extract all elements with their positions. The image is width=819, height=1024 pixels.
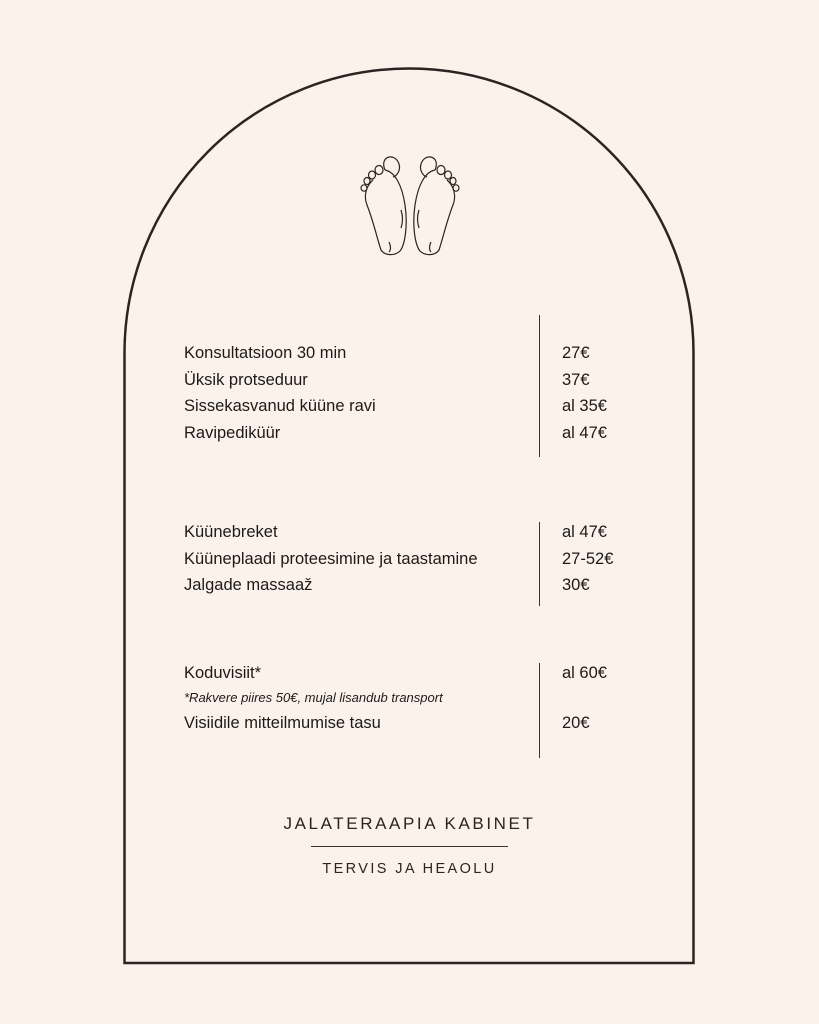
service-price: al 35€: [562, 397, 607, 415]
business-title: JALATERAAPIA KABINET: [283, 814, 536, 833]
service-name: Ravipediküür: [184, 424, 281, 442]
service-price: al 47€: [562, 523, 607, 541]
service-name: Visiidile mitteilmumise tasu: [184, 714, 381, 732]
column-divider: [539, 522, 540, 606]
service-price: 20€: [562, 714, 590, 732]
service-price: al 47€: [562, 424, 607, 442]
service-name: Üksik protseduur: [184, 371, 308, 389]
service-price: 30€: [562, 576, 590, 594]
service-price: al 60€: [562, 664, 607, 682]
footer-divider: [311, 846, 508, 847]
service-name: Koduvisiit*: [184, 664, 262, 682]
column-divider: [539, 663, 540, 758]
service-price: 27-52€: [562, 550, 614, 568]
service-name: Jalgade massaaž: [184, 576, 313, 594]
business-tagline: TERVIS JA HEAOLU: [322, 861, 497, 877]
service-price: 27€: [562, 344, 590, 362]
feet-icon: [355, 150, 465, 260]
column-divider: [539, 315, 540, 457]
service-note: *Rakvere piires 50€, mujal lisandub transport: [184, 690, 443, 705]
service-name: Küüneplaadi proteesimine ja taastamine: [184, 550, 478, 568]
service-name: Konsultatsioon 30 min: [184, 344, 347, 362]
service-name: Sissekasvanud küüne ravi: [184, 397, 376, 415]
service-name: Küünebreket: [184, 523, 278, 541]
service-price: 37€: [562, 371, 590, 389]
